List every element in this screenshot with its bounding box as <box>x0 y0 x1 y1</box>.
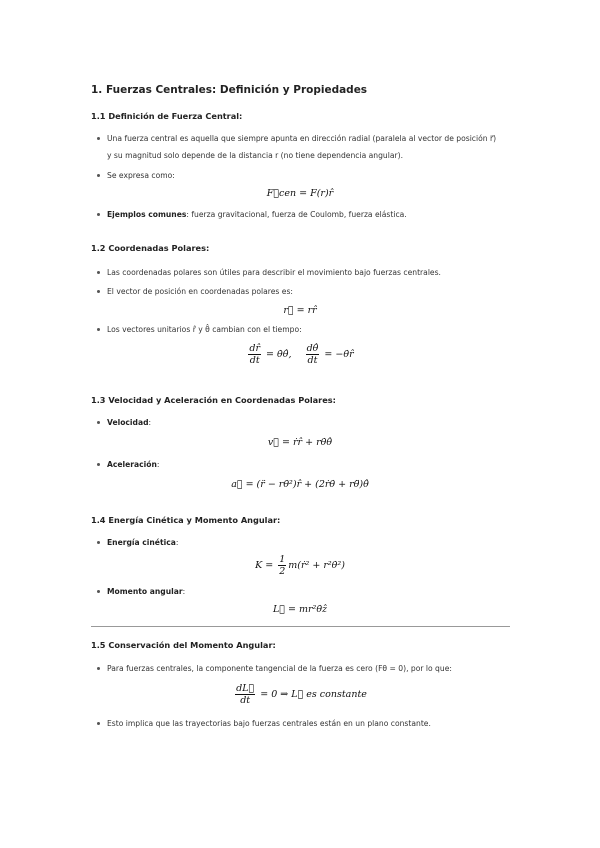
bullet-bold-term: Ejemplos comunes <box>107 210 187 219</box>
fraction-numerator: dL⃗ <box>236 683 255 694</box>
bullet-text: Esto implica que las trayectorias bajo fuerzas centrales están en un plano constante. <box>107 719 431 728</box>
bullet-text: Se expresa como: <box>107 171 175 180</box>
bullet-text: : fuerza gravitacional, fuerza de Coulomb, fuerza elástica. <box>186 210 407 219</box>
equation-acceleration: a⃗ = (r̈ − rθ̇²)r̂ + (2ṙθ̇ + rθ̈)θ̂ <box>231 479 369 490</box>
section-heading-1-1: 1.1 Definición de Fuerza Central: <box>91 111 243 121</box>
list-item <box>107 130 496 147</box>
equation-rhs: = 0 ⇒ L⃗ es constante <box>260 689 367 700</box>
fraction-denominator: 2 <box>279 566 286 577</box>
section-heading-1-2: 1.2 Coordenadas Polares: <box>91 243 210 253</box>
equation-unit-vector-derivatives <box>0 343 600 366</box>
list-item <box>107 715 431 732</box>
fraction-numerator: 1 <box>279 554 286 565</box>
section-heading-1-3: 1.3 Velocidad y Aceleración en Coordenadas Polares: <box>91 395 336 405</box>
list-item <box>107 534 178 551</box>
fraction-numerator: dθ̂ <box>306 343 319 354</box>
bullet-text: Una fuerza central es aquella que siempre apunta en dirección radial (paralela al vector de posición r⃗) <box>107 134 497 143</box>
bullet-colon: : <box>148 418 152 427</box>
list-item <box>107 264 441 281</box>
bullet-bold-term: Momento angular <box>107 587 183 596</box>
list-item <box>107 660 452 677</box>
bullet-colon: : <box>182 587 186 596</box>
list-item <box>107 321 302 338</box>
equation-velocity: v⃗ = ṙr̂ + rθ̇θ̂ <box>267 437 333 448</box>
section-heading-1-4: 1.4 Energía Cinética y Momento Angular: <box>91 515 281 525</box>
equation-kinetic-energy <box>0 554 600 577</box>
bullet-bold-term: Velocidad <box>107 418 149 427</box>
bullet-text: Las coordenadas polares son útiles para describir el movimiento bajo fuerzas centrales. <box>107 268 441 277</box>
equation-rhs: = θ̇θ̂, <box>266 349 292 360</box>
list-item <box>107 283 293 300</box>
equation-angular-momentum: L⃗ = mr²θ̇ẑ <box>272 604 328 615</box>
list-item-continuation: y su magnitud solo depende de la distancia r (no tiene dependencia angular). <box>107 151 403 160</box>
list-item <box>107 206 407 223</box>
section-divider <box>91 626 510 627</box>
page-title: 1. Fuerzas Centrales: Definición y Propiedades <box>91 84 368 96</box>
fraction-denominator: dt <box>240 695 251 706</box>
equation-rhs: = −θ̇r̂ <box>324 349 354 360</box>
bullet-text: El vector de posición en coordenadas polares es: <box>107 287 293 296</box>
bullet-bold-term: Energía cinética <box>107 538 176 547</box>
fraction <box>278 554 286 577</box>
equation-lhs: K = <box>255 560 274 571</box>
equation-rhs: m(ṙ² + r²θ̇²) <box>288 560 345 571</box>
equation-position-vector: r⃗ = rr̂ <box>283 305 317 316</box>
fraction-denominator: dt <box>249 355 260 366</box>
fraction-numerator: dr̂ <box>249 343 260 354</box>
equation-angular-momentum-conservation <box>0 683 600 706</box>
fraction-denominator: dt <box>307 355 318 366</box>
fraction <box>248 343 261 366</box>
bullet-bold-term: Aceleración <box>107 460 157 469</box>
list-item <box>107 167 175 184</box>
list-item <box>107 456 159 473</box>
fraction <box>235 683 255 706</box>
bullet-colon: : <box>175 538 179 547</box>
fraction <box>306 343 320 366</box>
equation-central-force: F⃗cen = F(r)r̂ <box>266 188 334 199</box>
bullet-colon: : <box>156 460 160 469</box>
section-heading-1-5: 1.5 Conservación del Momento Angular: <box>91 640 276 650</box>
bullet-text: Los vectores unitarios r̂ y θ̂ cambian con el tiempo: <box>107 325 302 334</box>
bullet-text: Para fuerzas centrales, la componente tangencial de la fuerza es cero (Fθ = 0), por lo que: <box>107 664 452 673</box>
list-item <box>107 414 151 431</box>
list-item <box>107 583 185 600</box>
